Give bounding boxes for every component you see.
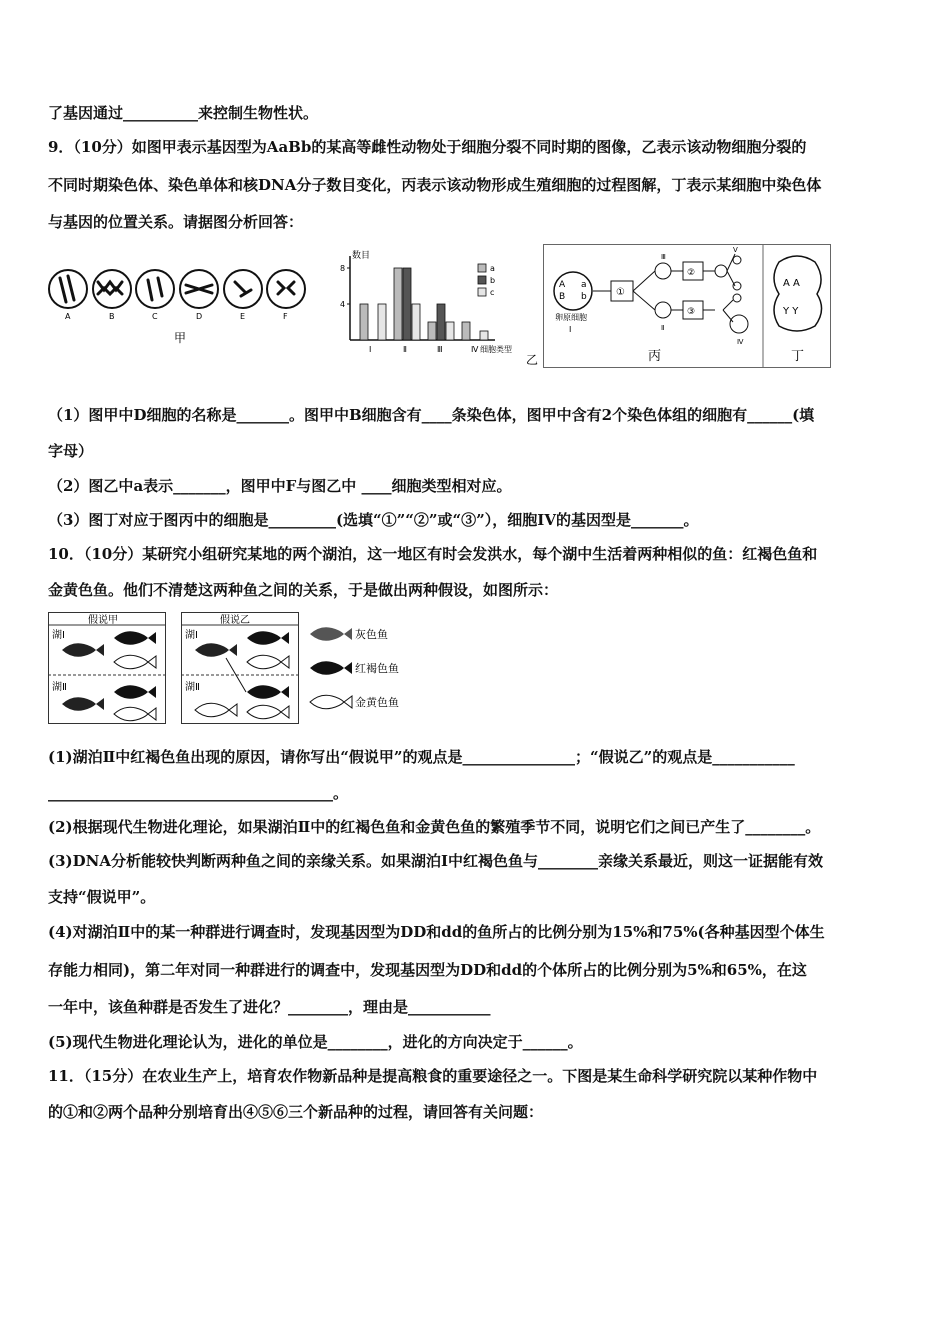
figure-caption-ding: 丁 [791,349,805,364]
bar-c-1 [412,304,420,340]
question-10-part-4: (4)对湖泊Ⅱ中的某一种群进行调查时，发现基因型为DD和dd的鱼所占的比例分别为15%和75%(各种基因型个体生 [48,923,825,941]
legend-golden-fish: 金黄色鱼 [355,696,399,709]
text-line: 的①和②两个品种分别培育出④⑤⑥三个新品种的过程，请回答有关问题： [48,1103,544,1121]
gene-b: b [581,292,587,302]
numeral-I: Ⅰ [569,325,572,334]
gene-A: A [559,280,566,290]
text-line: 了基因通过__________来控制生物性状。 [48,104,319,122]
numeral-IV: Ⅳ [737,338,744,346]
lake-2-label-b: 湖Ⅱ [185,682,200,693]
x-tick-label: Ⅳ [471,345,479,354]
bar-a-3 [462,322,470,340]
question-10-part-2: (2)根据现代生物进化理论，如果湖泊Ⅱ中的红褐色鱼和金黄色鱼的繁殖季节不同，说明它们之间已产生了________。 [48,818,821,836]
figure-bing-ding [543,244,831,368]
bar-c-2 [446,322,454,340]
legend-swatch-b [478,276,486,284]
figure-caption-yi: 乙 [526,353,539,367]
legend-red-brown-fish: 红褐色鱼 [355,662,399,675]
text-line: 与基因的位置关系。请据图分析回答： [48,213,304,231]
y-tick-label: 4 [340,300,346,309]
step-1: ① [616,287,625,298]
figure-caption-jia: 甲 [174,331,187,345]
x-axis-label: 细胞类型 [480,345,512,354]
x-tick-label: Ⅲ [437,345,443,354]
text-line: ______________________________________。 [48,784,349,802]
bar-b-2 [437,304,445,340]
step-2: ② [687,268,696,278]
x-tick-label: Ⅱ [403,345,407,354]
text-line: 字母） [48,442,94,460]
label-b: B [109,312,115,321]
lake-2-label: 湖Ⅱ [52,682,67,693]
bar-c-3 [480,331,488,340]
text-line: 一年中，该鱼种群是否发生了进化？________，理由是___________ [48,998,491,1016]
numeral-V: Ⅴ [733,246,738,254]
label-c: C [152,312,158,321]
text-line: 支持“假说甲”。 [48,888,156,906]
bar-a-1 [394,268,402,340]
text-line: 金黄色鱼。他们不清楚这两种鱼之间的关系，于是做出两种假设，如图所示： [48,581,559,599]
text-line: 存能力相同)，第二年对同一种群进行的调查中，发现基因型为DD和dd的个体所占的比例分别为5%和65%，在这 [48,961,807,979]
figure-caption-bing: 丙 [648,349,662,364]
question-9-part-1: （1）图甲中D细胞的名称是_______。图甲中B细胞含有____条染色体，图甲中含有2个染色体组的细胞有______(填 [48,406,815,424]
hypothesis-b-title: 假说乙 [220,615,250,626]
lake-1-label: 湖Ⅰ [52,630,65,641]
hypothesis-a-title: 假说甲 [88,615,118,626]
label-e: E [240,312,246,321]
question-9-part-2: （2）图乙中a表示_______，图甲中F与图乙中 ____细胞类型相对应。 [48,477,512,495]
lake-1-label-b: 湖Ⅰ [185,630,198,641]
label-f: F [283,312,288,321]
figure-yi-chart [330,244,542,368]
y-axis-label: 数目 [352,251,371,261]
numeral-III: Ⅲ [661,253,666,261]
step-3: ③ [687,307,696,317]
ding-genes-bottom: Y Y [783,306,799,317]
figure-jia [46,262,316,347]
bar-a-0 [360,304,368,340]
bar-b-1 [403,268,411,340]
gene-a: a [581,280,587,290]
question-10-part-1: (1)湖泊Ⅱ中红褐色鱼出现的原因，请你写出“假说甲”的观点是_______________；“假说乙”的观点是___________ [48,748,795,766]
legend-label-b: b [490,276,496,285]
question-9-stem: 9．（10分）如图甲表示基因型为AaBb的某高等雌性动物处于细胞分裂不同时期的图像，乙表示该动物细胞分裂的 [48,138,807,156]
gene-B: B [559,292,566,302]
legend-gray-fish: 灰色鱼 [355,628,388,641]
bar-a-2 [428,322,436,340]
ding-genes-top: A A [783,278,800,289]
question-9-part-3: （3）图丁对应于图丙中的细胞是_________(选填“①”“②”或“③”），细胞IV的基因型是_______。 [48,511,699,529]
legend-label-a: a [490,264,495,273]
text-line: 不同时期染色体、染色单体和核DNA分子数目变化，丙表示该动物形成生殖细胞的过程图解，丁表示某细胞中染色体 [48,176,822,194]
numeral-II: Ⅱ [661,324,665,332]
label-a: A [65,312,71,321]
x-tick-label: Ⅰ [369,345,372,354]
legend-swatch-a [478,264,486,272]
question-10-part-3: (3)DNA分析能较快判断两种鱼之间的亲缘关系。如果湖泊Ⅰ中红褐色鱼与________亲缘关系最近，则这一证据能有效 [48,852,824,870]
label-d: D [196,312,203,321]
question-11-stem: 11．（15分）在农业生产上，培育农作物新品种是提高粮食的重要途径之一。下图是某生命科学研究院以某种作物中 [48,1067,818,1085]
y-tick-label: 8 [340,264,346,273]
figure-fish-hypotheses [48,612,408,726]
legend-swatch-c [478,288,486,296]
oogonium-label: 卵原细胞 [555,313,587,322]
question-10-part-5: (5)现代生物进化理论认为，进化的单位是________，进化的方向决定于______。 [48,1033,583,1051]
question-10-stem: 10．（10分）某研究小组研究某地的两个湖泊，这一地区有时会发洪水，每个湖中生活着两种相似的鱼：红褐色鱼和 [48,545,818,563]
legend-label-c: c [490,288,495,297]
bar-c-0 [378,304,386,340]
